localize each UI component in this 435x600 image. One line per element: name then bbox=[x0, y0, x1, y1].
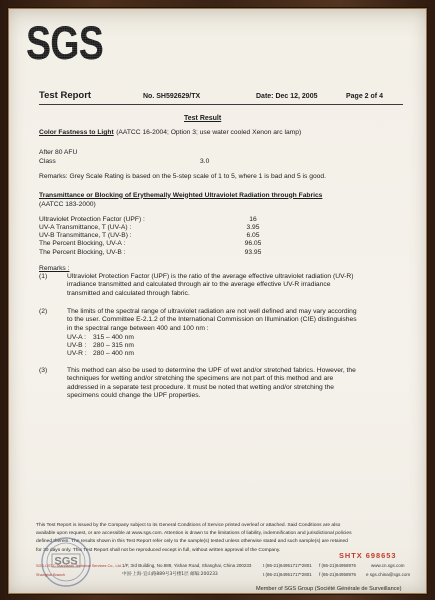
test-condition: After 80 AFU bbox=[39, 148, 78, 156]
result-value: 6.05 bbox=[246, 232, 260, 239]
disclaimer-line: available upon request, or are accessible at www.sgs.com. Attention is drawn to the limitations of liability, indemnification and jurisdictional policies bbox=[36, 531, 352, 537]
report-title: Test Report bbox=[39, 90, 92, 101]
stamp-lettering: SGS bbox=[54, 555, 78, 568]
address-chinese: 中国·上海·宜山路889号3号楼1层 邮编:200233 bbox=[122, 572, 218, 577]
result-value: 3.95 bbox=[246, 223, 260, 231]
address-english: 1/F, 3rd Building, No.889, Yishan Road, Shanghai, China 200233 bbox=[122, 563, 252, 568]
class-label: Class bbox=[39, 157, 56, 165]
note-text bbox=[67, 273, 353, 299]
result-label: UV-B Transmittance, T (UV-B) : bbox=[39, 232, 132, 239]
result-label: The Percent Blocking, UV-B : bbox=[39, 248, 126, 256]
remarks-heading: Remarks : bbox=[39, 264, 70, 272]
email: e sgs.china@sgs.com bbox=[366, 572, 411, 577]
result-value: 16 bbox=[249, 215, 257, 223]
company-branch: Shanghai Branch bbox=[36, 573, 66, 577]
fax-number: f (86-21)64958976 bbox=[319, 572, 357, 577]
phone-number: t (86-21)64951717*2801 bbox=[263, 572, 312, 577]
class-value: 3.0 bbox=[200, 157, 210, 165]
result-label: UV-A Transmittance, T (UV-A) : bbox=[39, 223, 132, 231]
color-fastness-method: (AATCC 16-2004; Option 3; use water cooled Xenon arc lamp) bbox=[116, 129, 302, 136]
color-fastness-heading: Color Fastness to Light bbox=[39, 129, 114, 136]
note-line: addressed in a separate test procedure. It must be noted that wetting and/or stretching the bbox=[67, 383, 334, 391]
disclaimer-line: for 30 days only. This Test Report shall not be reproduced except in full, without written approval of the Company. bbox=[36, 547, 281, 553]
note-line: This method can also be used to determine the UPF of wet and/or stretched fabrics. However, the bbox=[67, 366, 356, 374]
member-statement: Member of SGS Group (Société Générale de Surveillance) bbox=[256, 586, 402, 592]
note-number: (3) bbox=[39, 366, 48, 374]
uv-band-range: 280 – 315 nm bbox=[93, 341, 134, 349]
disclaimer-line: defined therein. The results shown in this Test Report refer only to the sample(s) tested unless otherwise stated and such sample(s) are retained bbox=[36, 539, 348, 545]
result-label: The Percent Blocking, UV-A : bbox=[39, 240, 126, 248]
result-label: Ultraviolet Protection Factor (UPF) : bbox=[39, 215, 145, 223]
sgs-logo: SGS bbox=[26, 16, 104, 69]
uv-band-range: 315 – 400 nm bbox=[93, 333, 134, 341]
page-number: Page 2 of 4 bbox=[346, 93, 383, 100]
report-date: Date: Dec 12, 2005 bbox=[256, 93, 318, 100]
note-line: transmitted and calculated through fabric. bbox=[67, 289, 190, 297]
disclaimer-line: This Test Report is issued by the Company subject to its General Conditions of Service printed overleaf or attached. Said Conditions are also bbox=[36, 522, 341, 528]
note-number: (1) bbox=[39, 272, 48, 280]
color-fastness-line bbox=[39, 129, 301, 138]
uv-band-range: 280 – 400 nm bbox=[93, 349, 134, 357]
website: www.cn.sgs.com bbox=[371, 563, 405, 568]
note-line: irradiance transmitted and calculated through air to the average effective UV-R irradiance bbox=[67, 281, 331, 288]
note-text bbox=[67, 308, 357, 334]
note-number: (2) bbox=[39, 307, 48, 315]
result-value: 93.95 bbox=[244, 248, 262, 256]
note-line: in the spectral range between 400 and 100 nm : bbox=[67, 324, 209, 332]
section-title: Test Result bbox=[184, 115, 222, 122]
result-value: 96.05 bbox=[244, 240, 262, 248]
grey-scale-remark: Remarks: Grey Scale Rating is based on the 5-step scale of 1 to 5, where 1 is bad and 5 is good. bbox=[39, 172, 326, 180]
note-line: Ultraviolet Protection Factor (UPF) is the ratio of the average effective ultraviolet radiation (UV-R) bbox=[67, 272, 354, 280]
report-number: No. SH592629/TX bbox=[143, 93, 201, 100]
header-divider bbox=[39, 104, 403, 105]
fax-number: f (86-21)64958976 bbox=[319, 563, 357, 568]
uv-heading: Transmittance or Blocking of Erythemally Weighted Ultraviolet Radiation through Fabrics bbox=[39, 191, 323, 199]
company-name: SGS-CSTC Standards Technical Services Co., Ltd. bbox=[36, 564, 122, 568]
note-text bbox=[67, 367, 356, 401]
phone-number: t (86-21)64951717*2801 bbox=[263, 563, 312, 568]
sgs-stamp bbox=[39, 535, 93, 589]
report-page bbox=[8, 8, 427, 594]
note-line: techniques for wetting and/or stretching the specimens are not part of this method and are bbox=[67, 375, 334, 382]
uv-band-label: UV-R : bbox=[67, 349, 87, 357]
note-line: specimens could change the UPF properties. bbox=[67, 392, 201, 399]
uv-method: (AATCC 183-2000) bbox=[39, 200, 96, 208]
serial-number: SHTX 698653 bbox=[339, 551, 397, 560]
note-line: to the user. Committee E-2.1.2 of the International Commission on Illumination (CIE) distinguishes bbox=[67, 316, 357, 323]
note-line: The limits of the spectral range of ultraviolet radiation are not well defined and may vary according bbox=[67, 307, 357, 315]
uv-band-label: UV-B : bbox=[67, 341, 87, 349]
uv-band-label: UV-A : bbox=[67, 333, 86, 341]
